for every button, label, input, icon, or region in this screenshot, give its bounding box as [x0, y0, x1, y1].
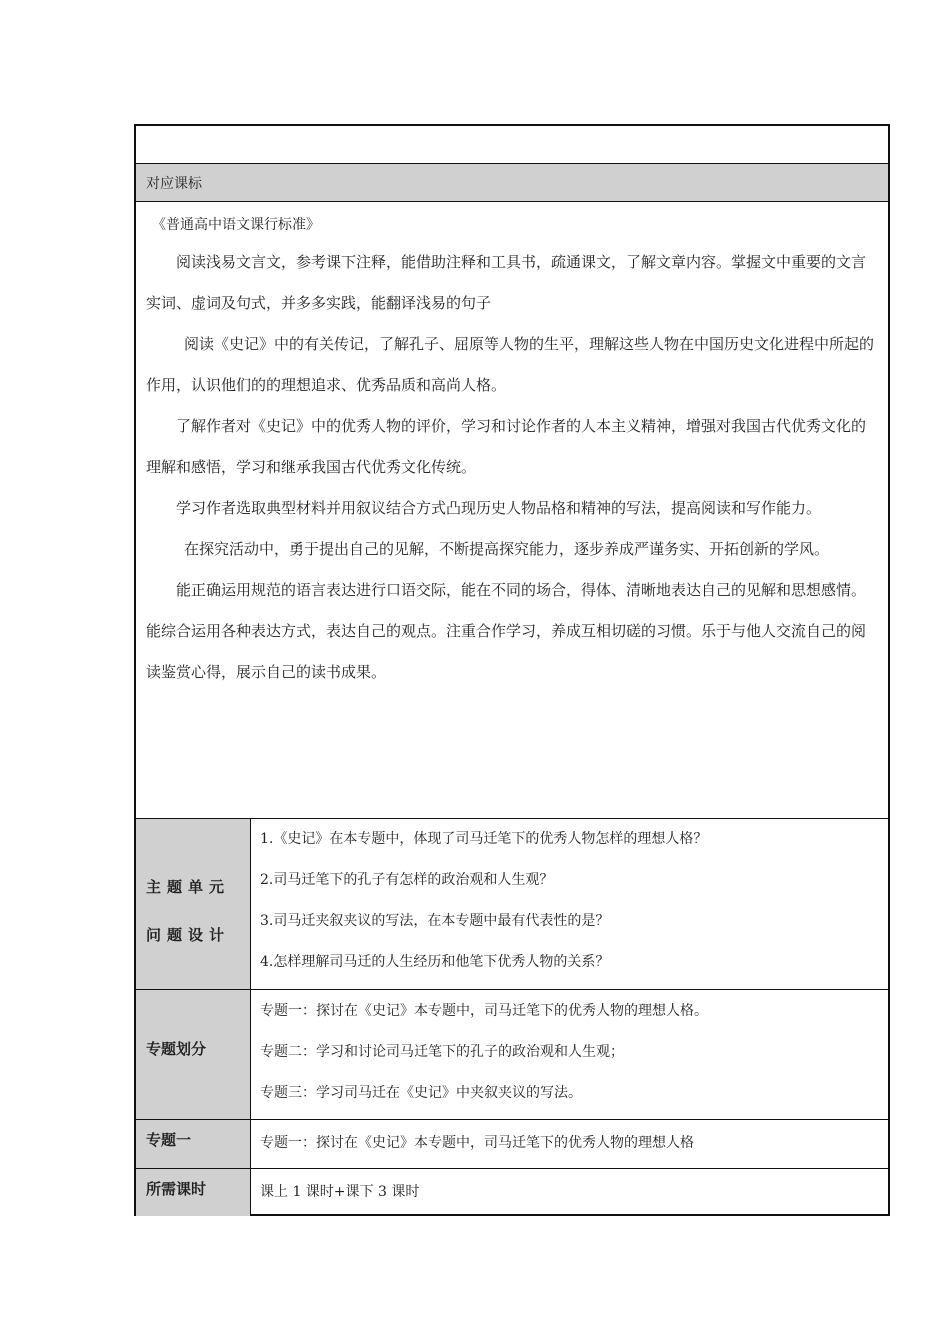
questions-list: [251, 819, 888, 989]
hours-label: 所需课时: [136, 1169, 251, 1216]
topic1-value: [251, 1120, 888, 1168]
hours-row: [136, 1169, 888, 1216]
curriculum-table: [134, 124, 890, 1216]
standard-paragraph: 在探究活动中，勇于提出自己的见解，不断提高探究能力，逐步养成严谨务实、开拓创新的学风。: [184, 540, 830, 558]
division-list: [251, 990, 888, 1119]
division-item: 专题一：探讨在《史记》本专题中，司马迁笔下的优秀人物的理想人格。: [260, 1003, 708, 1019]
division-row: [136, 990, 888, 1120]
questions-label: 主题单元问题设计: [136, 819, 251, 989]
standard-header: 对应课标: [136, 164, 888, 202]
standard-content: [136, 202, 888, 819]
question-item: 2.司马迁笔下的孔子有怎样的政治观和人生观？: [260, 872, 554, 888]
questions-row: [136, 819, 888, 990]
standard-paragraph: 能正确运用规范的语言表达进行口语交际，能在不同的场合，得体、清晰地表达自己的见解和思想感情。能综合运用各种表达方式，表达自己的观点。注重合作学习，养成互相切磋的习惯。乐于与他人交流自己的阅读鉴赏心得，展示自己的读书成果。: [146, 581, 867, 681]
question-item: 1.《史记》在本专题中，体现了司马迁笔下的优秀人物怎样的理想人格？: [260, 831, 708, 847]
topic1-label: 专题一: [136, 1120, 251, 1168]
division-item: 专题二：学习和讨论司马迁笔下的孔子的政治观和人生观；: [260, 1044, 624, 1060]
topic1-row: [136, 1120, 888, 1169]
empty-top-row: [136, 126, 888, 164]
question-item: 3.司马迁夹叙夹议的写法，在本专题中最有代表性的是？: [260, 913, 610, 929]
standard-paragraph: 了解作者对《史记》中的优秀人物的评价，学习和讨论作者的人本主义精神，增强对我国古代优秀文化的理解和感悟，学习和继承我国古代优秀文化传统。: [146, 417, 867, 476]
hours-value: [251, 1169, 888, 1216]
standard-title: 《普通高中语文课行标准》: [152, 217, 320, 233]
question-item: 4.怎样理解司马迁的人生经历和他笔下优秀人物的关系？: [260, 954, 610, 970]
division-label: 专题划分: [136, 990, 251, 1119]
standard-paragraph: 阅读浅易文言文，参考课下注释，能借助注释和工具书，疏通课文，了解文章内容。掌握文中重要的文言实词、虚词及句式，并多多实践，能翻译浅易的句子: [146, 253, 867, 312]
standard-paragraph: 阅读《史记》中的有关传记，了解孔子、屈原等人物的生平，理解这些人物在中国历史文化进程中所起的作用，认识他们的的理想追求、优秀品质和高尚人格。: [146, 335, 875, 394]
division-item: 专题三：学习司马迁在《史记》中夹叙夹议的写法。: [260, 1085, 582, 1101]
standard-paragraph: 学习作者选取典型材料并用叙议结合方式凸现历史人物品格和精神的写法，提高阅读和写作能力。: [176, 499, 822, 517]
topic1-text: 专题一：探讨在《史记》本专题中，司马迁笔下的优秀人物的理想人格: [260, 1135, 694, 1151]
hours-text: 课上 1 课时+课下 3 课时: [260, 1184, 420, 1200]
